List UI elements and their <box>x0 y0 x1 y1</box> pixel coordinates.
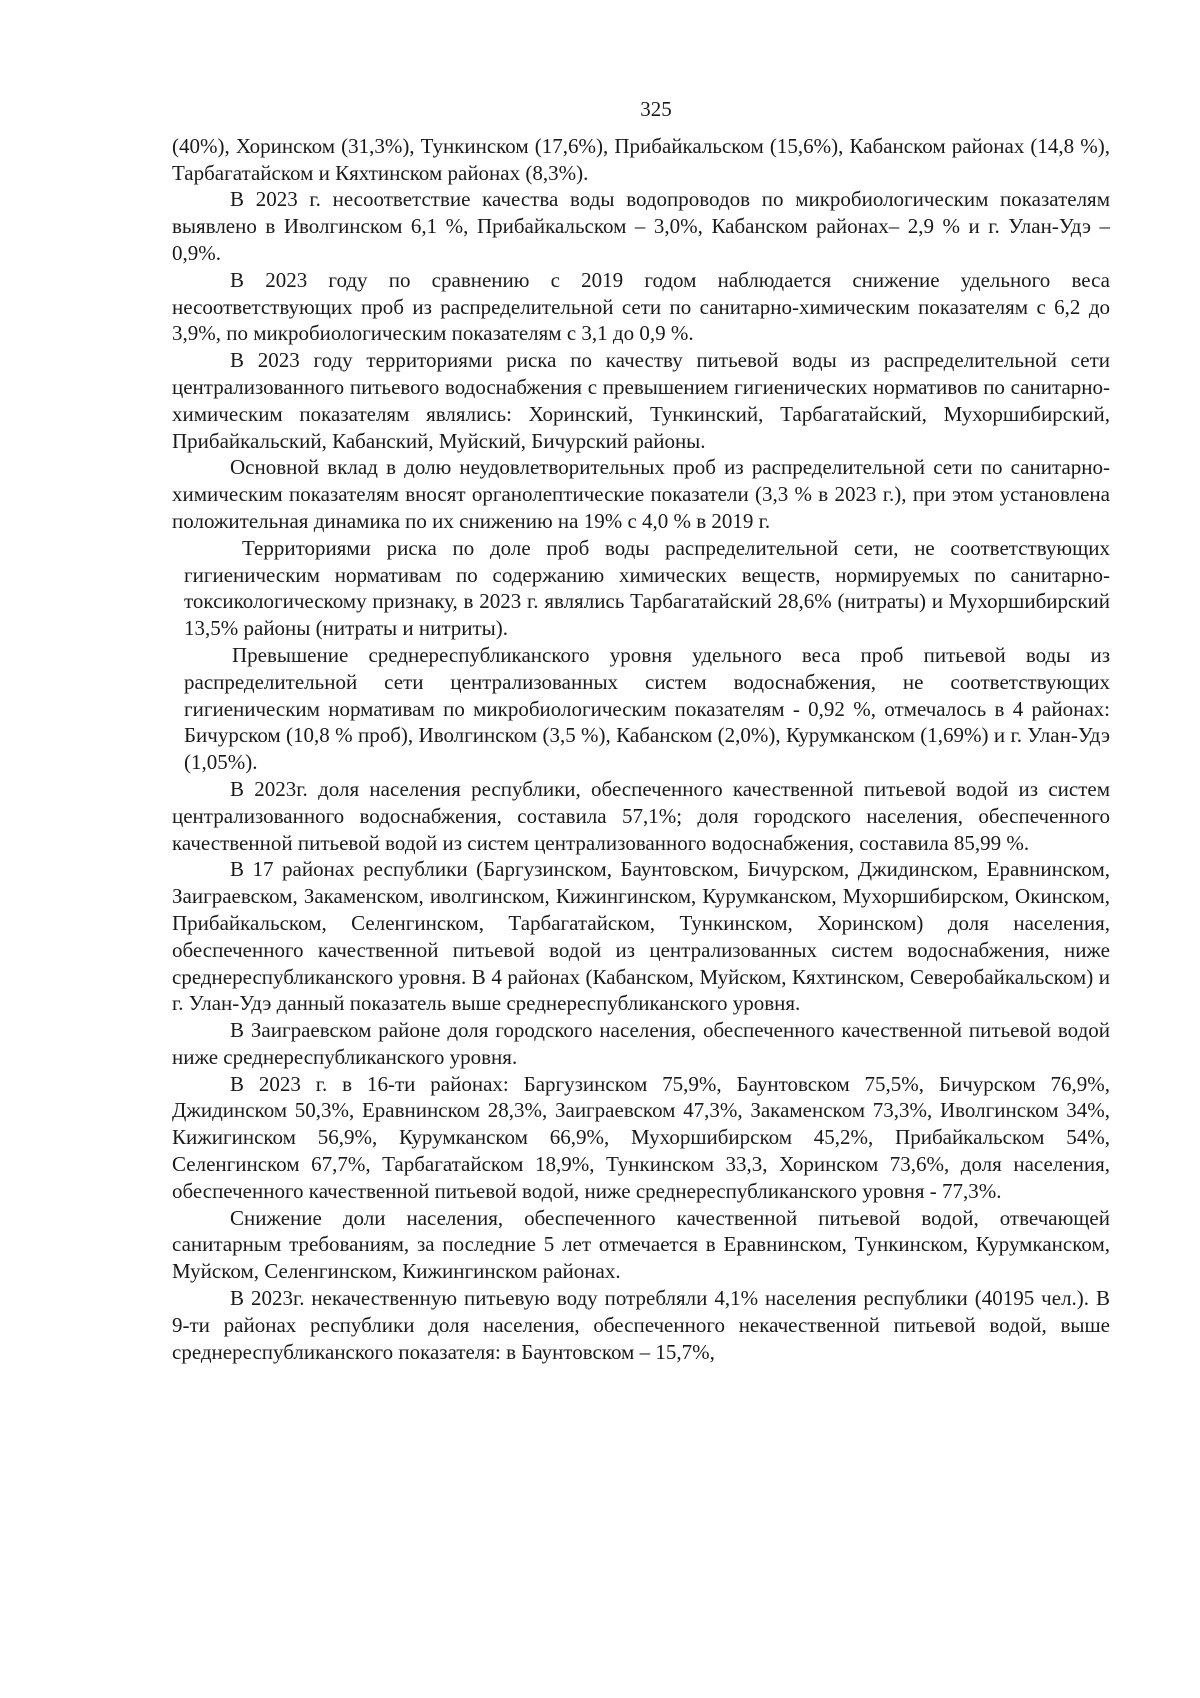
paragraph-toxicological-risk: Территориями риска по доле проб воды распределительной сети, не соответствующих гигиеническим нормативам по содержанию химических веществ, нормируемых по санитарно-токсикологическому признаку, в 2023 г. являлись Тарбагатайский 28,6% (нитраты) и Мухоршибирский 13,5% районы (нитраты и нитриты). <box>184 535 1110 641</box>
paragraph-organoleptic: Основной вклад в долю неудовлетворительных проб из распределительной сети по санитарно-химическим показателям вносят органолептические показатели (3,3 % в 2023 г.), при этом установлена положительная динамика по их снижению на 19% с 4,0 % в 2019 г. <box>172 455 1110 533</box>
paragraph-microbiological-excess: Превышение среднереспубликанского уровня удельного веса проб питьевой воды из распределительной сети централизованных систем водоснабжения, не соответствующих гигиеническим нормативам по микробиологическим показателям - 0,92 %, отмечалось в 4 районах: Бичурском (10,8 % проб), Иволгинском (3,5 %), Кабанском (2,0%), Курумканском (1,69%) и г. Улан-Удэ (1,05%). <box>184 642 1110 775</box>
paragraph-risk-territories: В 2023 году территориями риска по качеству питьевой воды из распределительной сети централизованного питьевого водоснабжения с превышением гигиенических нормативов по санитарно-химическим показателям являлись: Хоринский, Тункинский, Тарбагатайский, Мухоршибирский, Прибайкальский, Кабанский, Муйский, Бичурский районы. <box>172 348 1110 453</box>
paragraph-low-quality-water: В 2023г. некачественную питьевую воду потребляли 4,1% населения республики (40195 чел.). В 9-ти районах республики доля населения, обеспеченного некачественной питьевой водой, выше среднереспубликанского показателя: в Баунтовском – 15,7%, <box>172 1286 1110 1364</box>
paragraph-16-districts: В 2023 г. в 16-ти районах: Баргузинском 75,9%, Баунтовском 75,5%, Бичурском 76,9%, Джидинском 50,3%, Еравнинском 28,3%, Заиграевском 47,3%, Закаменском 73,3%, Иволгинском 34%, Кижигинском 56,9%, Курумканском 66,9%, Мухоршибирском 45,2%, Прибайкальском 54%, Селенгинском 67,7%, Тарбагатайском 18,9%, Тункинском 33,3, Хоринском 73,6%, доля населения, обеспеченного качественной питьевой водой, ниже среднереспубликанского уровня - 77,3%. <box>172 1071 1110 1203</box>
paragraph-zaigraevsky: В Заиграевском районе доля городского населения, обеспеченного качественной питьевой водой ниже среднереспубликанского уровня. <box>172 1018 1110 1069</box>
paragraph-decline-5-years: Снижение доли населения, обеспеченного качественной питьевой водой, отвечающей санитарным требованиям, за последние 5 лет отмечается в Еравнинском, Тункинском, Курумканском, Муйском, Селенгинском, Кижингинском районах. <box>172 1205 1110 1284</box>
page-number: 325 <box>640 97 672 121</box>
paragraph-comparison-2019: В 2023 году по сравнению с 2019 годом наблюдается снижение удельного веса несоответствующих проб из распределительной сети по санитарно-химическим показателям с 6,2 до 3,9%, по микробиологическим показателям с 3,1 до 0,9 %. <box>172 267 1110 346</box>
paragraph-continuation: (40%), Хоринском (31,3%), Тункинском (17,6%), Прибайкальском (15,6%), Кабанском районах (14,8 %), Тарбагатайском и Кяхтинском районах (8,3%). <box>172 133 1110 185</box>
paragraph-microbiological-2023: В 2023 г. несоответствие качества воды водопроводов по микробиологическим показателям выявлено в Иволгинском 6,1 %, Прибайкальском – 3,0%, Кабанском районах– 2,9 % и г. Улан-Удэ – 0,9%. <box>172 187 1110 265</box>
paragraph-population-share: В 2023г. доля населения республики, обеспеченного качественной питьевой водой из систем централизованного водоснабжения, составила 57,1%; доля городского населения, обеспеченного качественной питьевой водой из систем централизованного водоснабжения, составила 85,99 %. <box>172 776 1110 855</box>
paragraph-17-districts: В 17 районах республики (Баргузинском, Баунтовском, Бичурском, Джидинском, Еравнинском, Заиграевском, Закаменском, иволгинском, Кижингинском, Курумканском, Мухоршибирском, Окинском, Прибайкальском, Селенгинском, Тарбагатайском, Тункинском, Хоринском) доля населения, обеспеченного качественной питьевой водой из централизованных систем водоснабжения, ниже среднереспубликанского уровня. В 4 районах (Кабанском, Муйском, Кяхтинском, Северобайкальском) и г. Улан-Удэ данный показатель выше среднереспубликанского уровня. <box>172 857 1110 1016</box>
